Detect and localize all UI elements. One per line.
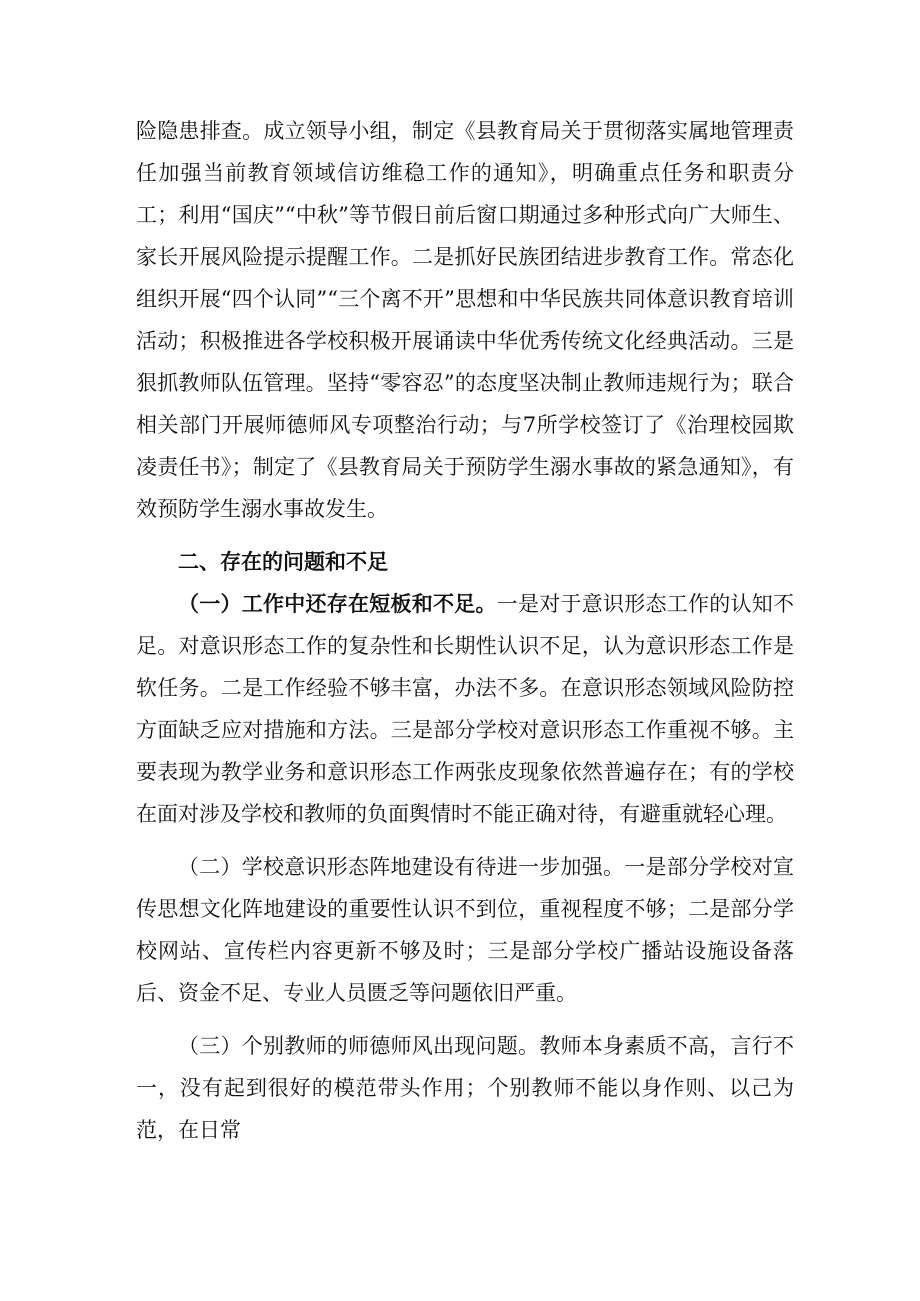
- body-paragraph-4: （三）个别教师的师德师风出现问题。教师本身素质不高，言行不一，没有起到很好的模范带头作用；个别教师不能以身作则、以己为范，在日常: [136, 1034, 794, 1142]
- body-paragraph-2: [136, 583, 794, 835]
- paragraph-body: 一是对于意识形态工作的认知不足。对意识形态工作的复杂性和长期性认识不足，认为意识形态工作是软任务。二是工作经验不够丰富，办法不多。在意识形态领域风险防控方面缺乏应对措施和方法。三是部分学校对意识形态工作重视不够。主要表现为教学业务和意识形态工作两张皮现象依然普遍存在；有的学校在面对涉及学校和教师的负面舆情时不能正确对待，有避重就轻心理。: [136, 592, 794, 826]
- body-paragraph-1: 险隐患排查。成立领导小组，制定《县教育局关于贯彻落实属地管理责任加强当前教育领域信访维稳工作的通知》，明确重点任务和职责分工；利用“国庆”“中秋”等节假日前后窗口期通过多种形式向广大师生、家长开展风险提示提醒工作。二是抓好民族团结进步教育工作。常态化组织开展“四个认同”“三个离不开”思想和中华民族共同体意识教育培训活动；积极推进各学校积极开展诵读中华优秀传统文化经典活动。三是狠抓教师队伍管理。坚持“零容忍”的态度坚决制止教师违规行为；联合相关部门开展师德师风专项整治行动；与7所学校签订了《治理校园欺凌责任书》；制定了《县教育局关于预防学生溺水事故的紧急通知》，有效预防学生溺水事故发生。: [136, 119, 794, 521]
- section-heading: 二、存在的问题和不足: [178, 550, 388, 574]
- paragraph-lead: （一）工作中还存在短板和不足。: [178, 592, 497, 616]
- body-paragraph-3: （二）学校意识形态阵地建设有待进一步加强。一是部分学校对宣传思想文化阵地建设的重要性认识不到位，重视程度不够；二是部分学校网站、宣传栏内容更新不够及时；三是部分学校广播站设施设备落后、资金不足、专业人员匮乏等问题依旧严重。: [136, 855, 794, 1005]
- document-page: [136, 110, 794, 1151]
